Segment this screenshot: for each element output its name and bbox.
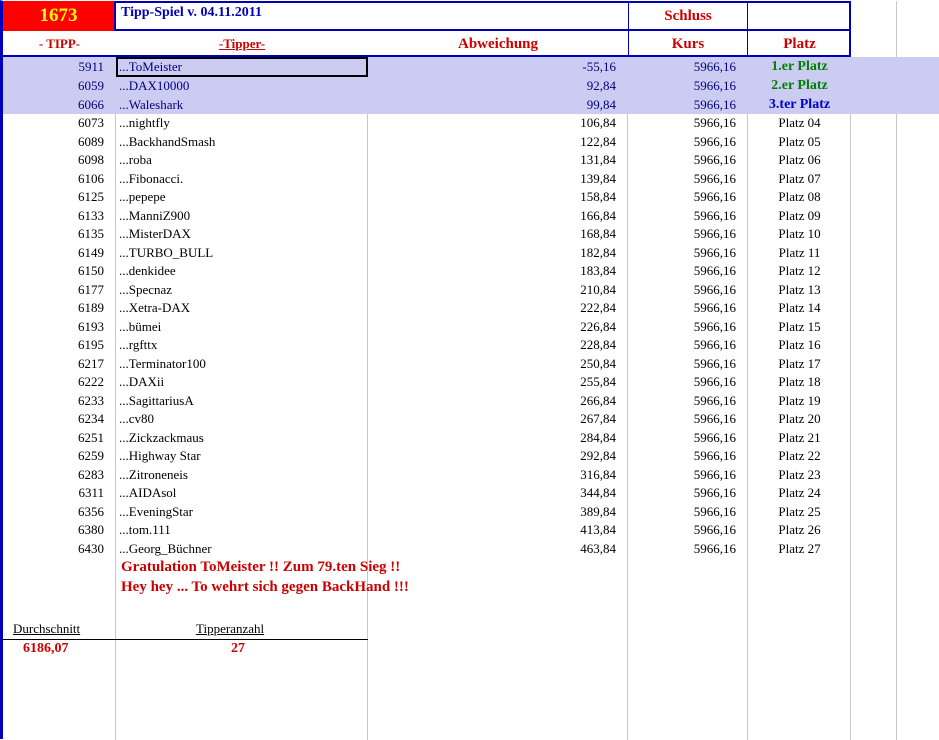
schluss-header: Schluss bbox=[628, 1, 748, 31]
cell-platz: Platz 15 bbox=[778, 318, 821, 334]
congrats-message-line2: Hey hey ... To wehrt sich gegen BackHand !!! bbox=[121, 579, 409, 595]
table-row[interactable] bbox=[3, 299, 939, 318]
table-row[interactable] bbox=[3, 96, 939, 115]
cell-platz: Platz 20 bbox=[778, 411, 821, 426]
cell-platz: 3.ter Platz bbox=[768, 96, 831, 112]
cell-platz: Platz 22 bbox=[778, 448, 821, 463]
congrats-message-line1: Gratulation ToMeister !! Zum 79.ten Sieg !! bbox=[121, 559, 401, 575]
cell-kurs: 5966,16 bbox=[693, 59, 736, 74]
table-row[interactable] bbox=[3, 410, 939, 429]
cell-kurs: 5966,16 bbox=[693, 170, 736, 186]
cell-tipper: ...Highway Star bbox=[119, 448, 201, 463]
cell-abweichung: 183,84 bbox=[580, 263, 616, 278]
round-number-cell[interactable]: 1673 bbox=[3, 1, 116, 31]
cell-kurs: 5966,16 bbox=[693, 337, 736, 352]
cell-kurs: 5966,16 bbox=[693, 411, 736, 426]
table-row[interactable] bbox=[3, 466, 939, 485]
cell-kurs: 5966,16 bbox=[693, 115, 736, 130]
cell-tipp: 6125 bbox=[78, 189, 104, 204]
column-header-abweichung: Abweichung bbox=[457, 35, 539, 52]
participant-count-value: 27 bbox=[231, 641, 245, 656]
cell-tipp: 6222 bbox=[78, 374, 104, 389]
cell-kurs: 5966,16 bbox=[693, 133, 736, 149]
cell-tipper: ...TURBO_BULL bbox=[119, 244, 214, 260]
table-row[interactable] bbox=[3, 484, 939, 503]
cell-kurs: 5966,16 bbox=[693, 281, 736, 297]
cell-tipper: ...cv80 bbox=[119, 411, 155, 426]
cell-abweichung: 226,84 bbox=[580, 318, 616, 334]
cell-tipper: ...Fibonacci. bbox=[119, 170, 184, 186]
average-label: Durchschnitt bbox=[13, 621, 81, 636]
cell-abweichung: 182,84 bbox=[580, 244, 616, 260]
cell-tipp: 6106 bbox=[78, 170, 104, 186]
cell-kurs: 5966,16 bbox=[693, 96, 736, 112]
table-row[interactable] bbox=[3, 336, 939, 355]
table-row[interactable] bbox=[3, 225, 939, 244]
cell-platz: Platz 07 bbox=[778, 170, 821, 186]
cell-tipp: 6234 bbox=[78, 411, 104, 426]
participant-count-label: Tipperanzahl bbox=[196, 621, 265, 636]
cell-abweichung: 463,84 bbox=[580, 540, 616, 556]
cell-platz: Platz 27 bbox=[778, 540, 821, 556]
cell-kurs: 5966,16 bbox=[693, 78, 736, 93]
cell-kurs: 5966,16 bbox=[693, 429, 736, 445]
table-row[interactable] bbox=[3, 281, 939, 300]
table-row[interactable] bbox=[3, 151, 939, 170]
cell-platz: Platz 10 bbox=[778, 226, 821, 241]
cell-tipp: 6430 bbox=[78, 540, 104, 556]
cell-tipper: ...Waleshark bbox=[119, 96, 184, 112]
cell-kurs: 5966,16 bbox=[693, 540, 736, 556]
cell-tipp: 5911 bbox=[78, 59, 104, 74]
cell-platz: Platz 04 bbox=[778, 115, 821, 130]
game-title: Tipp-Spiel v. 04.11.2011 bbox=[121, 5, 262, 20]
cell-tipp: 6356 bbox=[78, 503, 104, 519]
cell-tipper: ...rgfttx bbox=[119, 337, 158, 352]
cell-tipper: ...BackhandSmash bbox=[119, 133, 216, 149]
cell-kurs: 5966,16 bbox=[693, 263, 736, 278]
cell-tipp: 6283 bbox=[78, 466, 104, 482]
cell-tipp: 6251 bbox=[78, 429, 104, 445]
cell-tipper: ...ToMeister bbox=[119, 59, 182, 74]
table-row[interactable] bbox=[3, 318, 939, 337]
cell-tipper: ...DAX10000 bbox=[119, 78, 190, 93]
cell-platz: Platz 25 bbox=[778, 503, 821, 519]
cell-kurs: 5966,16 bbox=[693, 485, 736, 500]
table-row[interactable] bbox=[3, 392, 939, 411]
cell-abweichung: 413,84 bbox=[580, 522, 616, 537]
cell-tipp: 6135 bbox=[78, 226, 104, 241]
cell-platz: 1.er Platz bbox=[771, 59, 828, 74]
cell-abweichung: 267,84 bbox=[580, 411, 616, 426]
table-row[interactable] bbox=[3, 170, 939, 189]
cell-kurs: 5966,16 bbox=[693, 300, 736, 315]
cell-platz: Platz 24 bbox=[778, 485, 821, 500]
cell-kurs: 5966,16 bbox=[693, 392, 736, 408]
table-row[interactable] bbox=[3, 244, 939, 263]
cell-kurs: 5966,16 bbox=[693, 374, 736, 389]
average-value: 6186,07 bbox=[23, 641, 69, 656]
cell-tipper: ...MisterDAX bbox=[119, 226, 191, 241]
cell-platz: Platz 06 bbox=[778, 152, 821, 167]
column-header-kurs: Kurs bbox=[628, 31, 748, 57]
cell-platz: 2.er Platz bbox=[771, 78, 828, 93]
cell-kurs: 5966,16 bbox=[693, 244, 736, 260]
cell-abweichung: 168,84 bbox=[580, 226, 616, 241]
cell-tipper: ...denkidee bbox=[119, 263, 176, 278]
cell-tipp: 6150 bbox=[78, 263, 104, 278]
cell-tipper: ...nightfly bbox=[119, 115, 170, 130]
cell-abweichung: 131,84 bbox=[580, 152, 616, 167]
table-row[interactable] bbox=[3, 262, 939, 281]
table-row[interactable] bbox=[3, 540, 939, 559]
cell-abweichung: 222,84 bbox=[580, 300, 616, 315]
cell-platz: Platz 16 bbox=[778, 337, 821, 352]
cell-abweichung: 210,84 bbox=[580, 281, 616, 297]
cell-platz: Platz 23 bbox=[778, 466, 821, 482]
cell-abweichung: 292,84 bbox=[580, 448, 616, 463]
cell-tipp: 6193 bbox=[78, 318, 104, 334]
table-row[interactable] bbox=[3, 133, 939, 152]
column-header-tipper: -Tipper- bbox=[218, 36, 266, 51]
table-row[interactable] bbox=[3, 373, 939, 392]
cell-tipper: ...tom.111 bbox=[119, 522, 171, 537]
cell-platz: Platz 13 bbox=[778, 281, 821, 297]
cell-tipper: ...Specnaz bbox=[119, 281, 173, 297]
cell-kurs: 5966,16 bbox=[693, 355, 736, 371]
cell-tipper: ...Georg_Büchner bbox=[119, 540, 212, 556]
cell-platz: Platz 11 bbox=[778, 244, 821, 260]
cell-tipp: 6311 bbox=[78, 485, 104, 500]
footer-divider bbox=[3, 639, 368, 640]
cell-platz: Platz 05 bbox=[778, 133, 821, 149]
cell-kurs: 5966,16 bbox=[693, 207, 736, 223]
cell-tipp: 6189 bbox=[78, 300, 104, 315]
cell-tipper: ...Xetra-DAX bbox=[119, 300, 191, 315]
cell-platz: Platz 09 bbox=[778, 207, 821, 223]
column-header-platz: Platz bbox=[783, 35, 816, 52]
table-row[interactable] bbox=[3, 521, 939, 540]
cell-tipper: ...bümei bbox=[119, 318, 162, 334]
table-row[interactable] bbox=[3, 355, 939, 374]
cell-tipper: ...AIDAsol bbox=[119, 485, 177, 500]
cell-kurs: 5966,16 bbox=[693, 189, 736, 204]
cell-platz: Platz 17 bbox=[778, 355, 821, 371]
cell-tipper: ...DAXii bbox=[119, 374, 165, 389]
table-row[interactable] bbox=[3, 503, 939, 522]
cell-abweichung: 389,84 bbox=[580, 503, 616, 519]
cell-tipp: 6066 bbox=[78, 96, 104, 112]
cell-kurs: 5966,16 bbox=[693, 318, 736, 334]
table-row[interactable] bbox=[3, 207, 939, 226]
table-row[interactable] bbox=[3, 188, 939, 207]
cell-abweichung: 122,84 bbox=[580, 133, 616, 149]
cell-tipper: ...Zickzackmaus bbox=[119, 429, 204, 445]
cell-tipper: ...SagittariusA bbox=[119, 392, 194, 408]
cell-abweichung: 316,84 bbox=[580, 466, 616, 482]
cell-abweichung: 99,84 bbox=[586, 96, 616, 112]
column-header-tipp: - TIPP- bbox=[38, 36, 81, 51]
cell-kurs: 5966,16 bbox=[693, 152, 736, 167]
table-row[interactable] bbox=[3, 429, 939, 448]
cell-abweichung: 266,84 bbox=[580, 392, 616, 408]
cell-platz: Platz 21 bbox=[778, 429, 821, 445]
cell-abweichung: 344,84 bbox=[580, 485, 616, 500]
cell-kurs: 5966,16 bbox=[693, 226, 736, 241]
cell-tipp: 6133 bbox=[78, 207, 104, 223]
cell-platz: Platz 26 bbox=[778, 522, 821, 537]
cell-abweichung: 158,84 bbox=[580, 189, 616, 204]
table-row[interactable] bbox=[3, 114, 939, 133]
cell-kurs: 5966,16 bbox=[693, 522, 736, 537]
cell-platz: Platz 19 bbox=[778, 392, 821, 408]
cell-tipp: 6089 bbox=[78, 133, 104, 149]
cell-abweichung: 92,84 bbox=[586, 78, 616, 93]
cell-tipper: ...EveningStar bbox=[119, 503, 194, 519]
cell-abweichung: 255,84 bbox=[580, 374, 616, 389]
cell-tipp: 6195 bbox=[78, 337, 104, 352]
cell-platz: Platz 14 bbox=[778, 300, 821, 315]
cell-tipp: 6098 bbox=[78, 152, 104, 167]
cell-platz: Platz 12 bbox=[778, 263, 821, 278]
cell-tipp: 6059 bbox=[78, 78, 104, 93]
cell-kurs: 5966,16 bbox=[693, 466, 736, 482]
cell-kurs: 5966,16 bbox=[693, 448, 736, 463]
cell-tipp: 6233 bbox=[78, 392, 104, 408]
cell-abweichung: 228,84 bbox=[580, 337, 616, 352]
cell-tipp: 6073 bbox=[78, 115, 104, 130]
cell-abweichung: 106,84 bbox=[580, 115, 616, 130]
cell-abweichung: 250,84 bbox=[580, 355, 616, 371]
cell-abweichung: 139,84 bbox=[580, 170, 616, 186]
cell-tipp: 6217 bbox=[78, 355, 104, 371]
cell-tipp: 6259 bbox=[78, 448, 104, 463]
cell-tipp: 6149 bbox=[78, 244, 104, 260]
cell-tipper: ...Terminator100 bbox=[119, 355, 206, 371]
cell-tipp: 6177 bbox=[78, 281, 104, 297]
table-row[interactable] bbox=[3, 447, 939, 466]
cell-tipper: ...roba bbox=[119, 152, 152, 167]
cell-platz: Platz 08 bbox=[778, 189, 821, 204]
cell-tipper: ...Zitroneneis bbox=[119, 466, 188, 482]
cell-abweichung: -55,16 bbox=[582, 59, 616, 74]
cell-tipper: ...ManniZ900 bbox=[119, 207, 191, 223]
cell-platz: Platz 18 bbox=[778, 374, 821, 389]
cell-tipper: ...pepepe bbox=[119, 189, 166, 204]
cell-abweichung: 284,84 bbox=[580, 429, 616, 445]
cell-abweichung: 166,84 bbox=[580, 207, 616, 223]
cell-kurs: 5966,16 bbox=[693, 503, 736, 519]
table-row[interactable] bbox=[3, 57, 939, 77]
table-row[interactable] bbox=[3, 77, 939, 96]
results-table bbox=[3, 57, 939, 558]
cell-tipp: 6380 bbox=[78, 522, 104, 537]
